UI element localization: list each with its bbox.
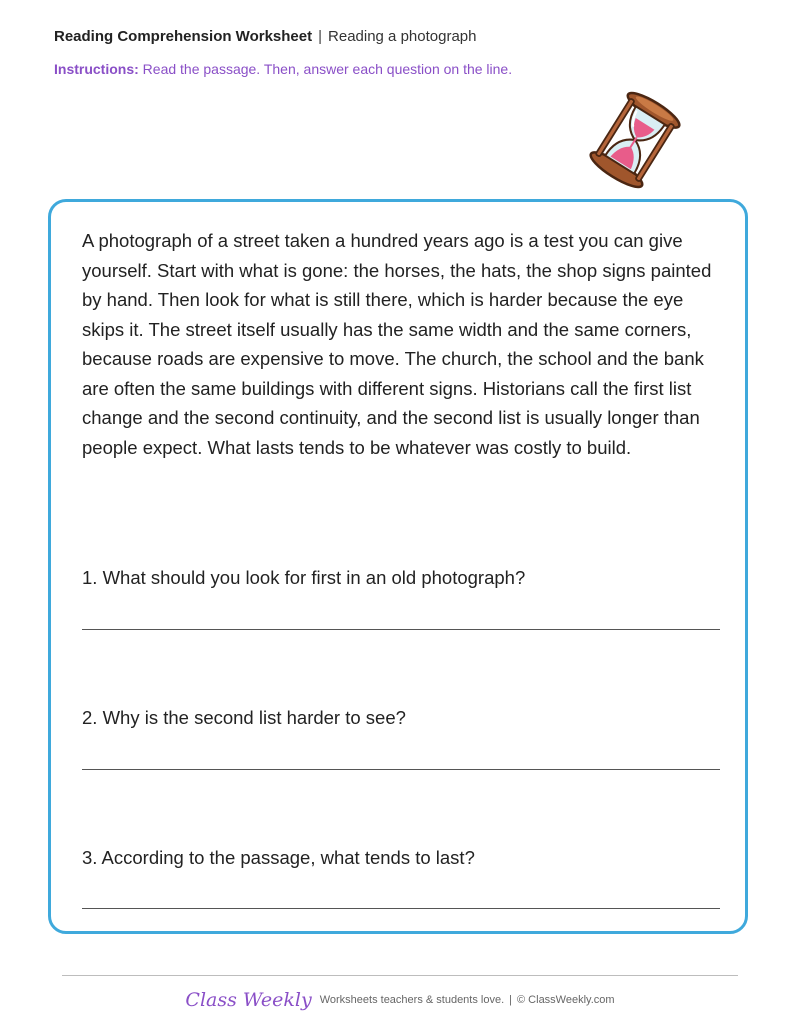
footer-tagline: Worksheets teachers & students love. — [319, 994, 505, 1007]
instructions-text: Read the passage. Then, answer each question on the line. — [138, 61, 513, 77]
question-1: 1. What should you look for first in an old photograph? — [82, 567, 526, 588]
footer-separator: | — [509, 994, 513, 1007]
answer-line-3[interactable] — [82, 908, 720, 909]
brand-logo: Class Weekly — [185, 989, 312, 1012]
question-3: 3. According to the passage, what tends to last? — [82, 847, 475, 868]
worksheet-header — [54, 27, 476, 47]
reading-passage: A photograph of a street taken a hundred years ago is a test you can give yourself. Start with what is gone: the horses, the hats, the shop signs painted by hand. Then look for what is still there, which is harder because the eye skips it. The street itself usually has the same width and the same corners, because roads are expensive to move. The church, the school and the bank are often the same buildings with different signs. Historians call the first list change and the second continuity, and the second list is usually longer than people expect. What lasts tends to be whatever was costly to build. — [82, 230, 712, 458]
answer-line-1[interactable] — [82, 629, 720, 630]
header-separator: | — [318, 28, 323, 45]
instructions-label: Instructions: — [54, 61, 139, 77]
passage-card — [48, 199, 748, 934]
footer-copyright: © ClassWeekly.com — [517, 994, 615, 1007]
answer-line-2[interactable] — [82, 769, 720, 770]
hourglass-icon — [580, 85, 690, 195]
worksheet-subtitle: Reading a photograph — [328, 28, 477, 45]
instructions — [54, 59, 514, 80]
footer — [0, 985, 800, 1015]
question-2: 2. Why is the second list harder to see? — [82, 707, 406, 728]
footer-divider — [62, 975, 738, 976]
worksheet-title: Reading Comprehension Worksheet — [54, 28, 313, 45]
